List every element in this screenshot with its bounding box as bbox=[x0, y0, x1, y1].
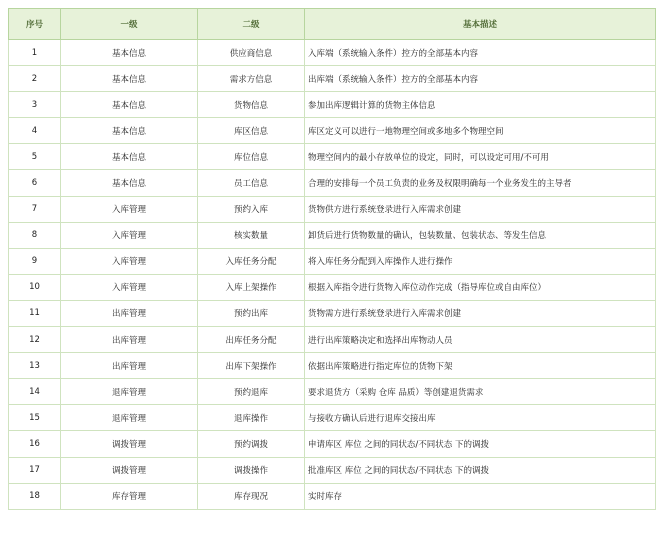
row-level2: 调拨操作 bbox=[198, 457, 305, 483]
row-description: 依据出库策略进行指定库位的货物下架 bbox=[305, 353, 656, 379]
row-number: 4 bbox=[9, 118, 61, 144]
row-level2: 核实数量 bbox=[198, 222, 305, 248]
row-description: 卸货后进行货物数量的确认，包装数量、包装状态、等发生信息 bbox=[305, 222, 656, 248]
table-row bbox=[9, 222, 656, 248]
table-header-row bbox=[9, 9, 656, 40]
header-level1: 一级 bbox=[61, 9, 198, 40]
row-description: 货物供方进行系统登录进行入库需求创建 bbox=[305, 196, 656, 222]
row-level2: 预约入库 bbox=[198, 196, 305, 222]
row-number: 2 bbox=[9, 66, 61, 92]
row-number: 5 bbox=[9, 144, 61, 170]
row-level1: 出库管理 bbox=[61, 353, 198, 379]
row-number: 16 bbox=[9, 431, 61, 457]
row-level2: 入库上架操作 bbox=[198, 274, 305, 300]
row-description: 进行出库策略决定和选择出库物动人员 bbox=[305, 327, 656, 353]
table-row bbox=[9, 300, 656, 326]
row-level2: 需求方信息 bbox=[198, 66, 305, 92]
row-level1: 基本信息 bbox=[61, 92, 198, 118]
table-row bbox=[9, 144, 656, 170]
row-number: 12 bbox=[9, 327, 61, 353]
row-level2: 库存现况 bbox=[198, 483, 305, 509]
row-description: 库区定义可以进行一地物理空间或多地多个物理空间 bbox=[305, 118, 656, 144]
row-description: 要求退货方（采购 仓库 品质）等创建退货需求 bbox=[305, 379, 656, 405]
row-level1: 基本信息 bbox=[61, 118, 198, 144]
row-level2: 员工信息 bbox=[198, 170, 305, 196]
row-description: 与接收方确认后进行退库交接出库 bbox=[305, 405, 656, 431]
row-level1: 入库管理 bbox=[61, 196, 198, 222]
row-level1: 入库管理 bbox=[61, 248, 198, 274]
table-row bbox=[9, 196, 656, 222]
row-number: 15 bbox=[9, 405, 61, 431]
table-row bbox=[9, 353, 656, 379]
table-row bbox=[9, 66, 656, 92]
table-row bbox=[9, 457, 656, 483]
row-level2: 入库任务分配 bbox=[198, 248, 305, 274]
warehouse-function-table bbox=[8, 8, 656, 510]
table-row bbox=[9, 118, 656, 144]
row-number: 9 bbox=[9, 248, 61, 274]
row-level2: 预约调拨 bbox=[198, 431, 305, 457]
row-description: 参加出库逻辑计算的货物主体信息 bbox=[305, 92, 656, 118]
row-number: 7 bbox=[9, 196, 61, 222]
table-row bbox=[9, 92, 656, 118]
table-row bbox=[9, 40, 656, 66]
row-level1: 基本信息 bbox=[61, 40, 198, 66]
table-row bbox=[9, 170, 656, 196]
row-level1: 入库管理 bbox=[61, 274, 198, 300]
table-row bbox=[9, 274, 656, 300]
row-level2: 出库任务分配 bbox=[198, 327, 305, 353]
row-number: 10 bbox=[9, 274, 61, 300]
row-level2: 预约退库 bbox=[198, 379, 305, 405]
row-number: 6 bbox=[9, 170, 61, 196]
table-row bbox=[9, 431, 656, 457]
row-level1: 库存管理 bbox=[61, 483, 198, 509]
row-level2: 货物信息 bbox=[198, 92, 305, 118]
row-level1: 出库管理 bbox=[61, 327, 198, 353]
row-level1: 调拨管理 bbox=[61, 431, 198, 457]
row-level2: 库区信息 bbox=[198, 118, 305, 144]
header-description: 基本描述 bbox=[305, 9, 656, 40]
row-description: 物理空间内的最小存放单位的设定，同时，可以设定可用/不可用 bbox=[305, 144, 656, 170]
row-level1: 退库管理 bbox=[61, 379, 198, 405]
row-level2: 出库下架操作 bbox=[198, 353, 305, 379]
row-description: 出库端（系统输入条件）控方的全部基本内容 bbox=[305, 66, 656, 92]
row-level1: 基本信息 bbox=[61, 66, 198, 92]
table-row bbox=[9, 248, 656, 274]
row-number: 18 bbox=[9, 483, 61, 509]
row-level1: 基本信息 bbox=[61, 144, 198, 170]
row-number: 14 bbox=[9, 379, 61, 405]
row-number: 11 bbox=[9, 300, 61, 326]
table-row bbox=[9, 379, 656, 405]
header-no: 序号 bbox=[9, 9, 61, 40]
row-level2: 退库操作 bbox=[198, 405, 305, 431]
row-description: 根据入库指令进行货物入库位动作完成（指导库位或自由库位） bbox=[305, 274, 656, 300]
row-description: 申请库区 库位 之间的同状态/不同状态 下的调拨 bbox=[305, 431, 656, 457]
header-level2: 二级 bbox=[198, 9, 305, 40]
row-description: 实时库存 bbox=[305, 483, 656, 509]
row-level1: 基本信息 bbox=[61, 170, 198, 196]
row-number: 8 bbox=[9, 222, 61, 248]
row-level2: 预约出库 bbox=[198, 300, 305, 326]
row-level1: 出库管理 bbox=[61, 300, 198, 326]
row-number: 3 bbox=[9, 92, 61, 118]
row-description: 批准库区 库位 之间的同状态/不同状态 下的调拨 bbox=[305, 457, 656, 483]
row-description: 将入库任务分配到入库操作人进行操作 bbox=[305, 248, 656, 274]
row-level1: 调拨管理 bbox=[61, 457, 198, 483]
row-description: 入库端（系统输入条件）控方的全部基本内容 bbox=[305, 40, 656, 66]
row-level1: 退库管理 bbox=[61, 405, 198, 431]
row-level2: 供应商信息 bbox=[198, 40, 305, 66]
table-row bbox=[9, 405, 656, 431]
row-number: 1 bbox=[9, 40, 61, 66]
table-row bbox=[9, 483, 656, 509]
row-description: 货物需方进行系统登录进行入库需求创建 bbox=[305, 300, 656, 326]
row-description: 合理的安排每一个员工负责的业务及权限明确每一个业务发生的主导者 bbox=[305, 170, 656, 196]
row-number: 17 bbox=[9, 457, 61, 483]
table-row bbox=[9, 327, 656, 353]
row-level1: 入库管理 bbox=[61, 222, 198, 248]
row-level2: 库位信息 bbox=[198, 144, 305, 170]
row-number: 13 bbox=[9, 353, 61, 379]
